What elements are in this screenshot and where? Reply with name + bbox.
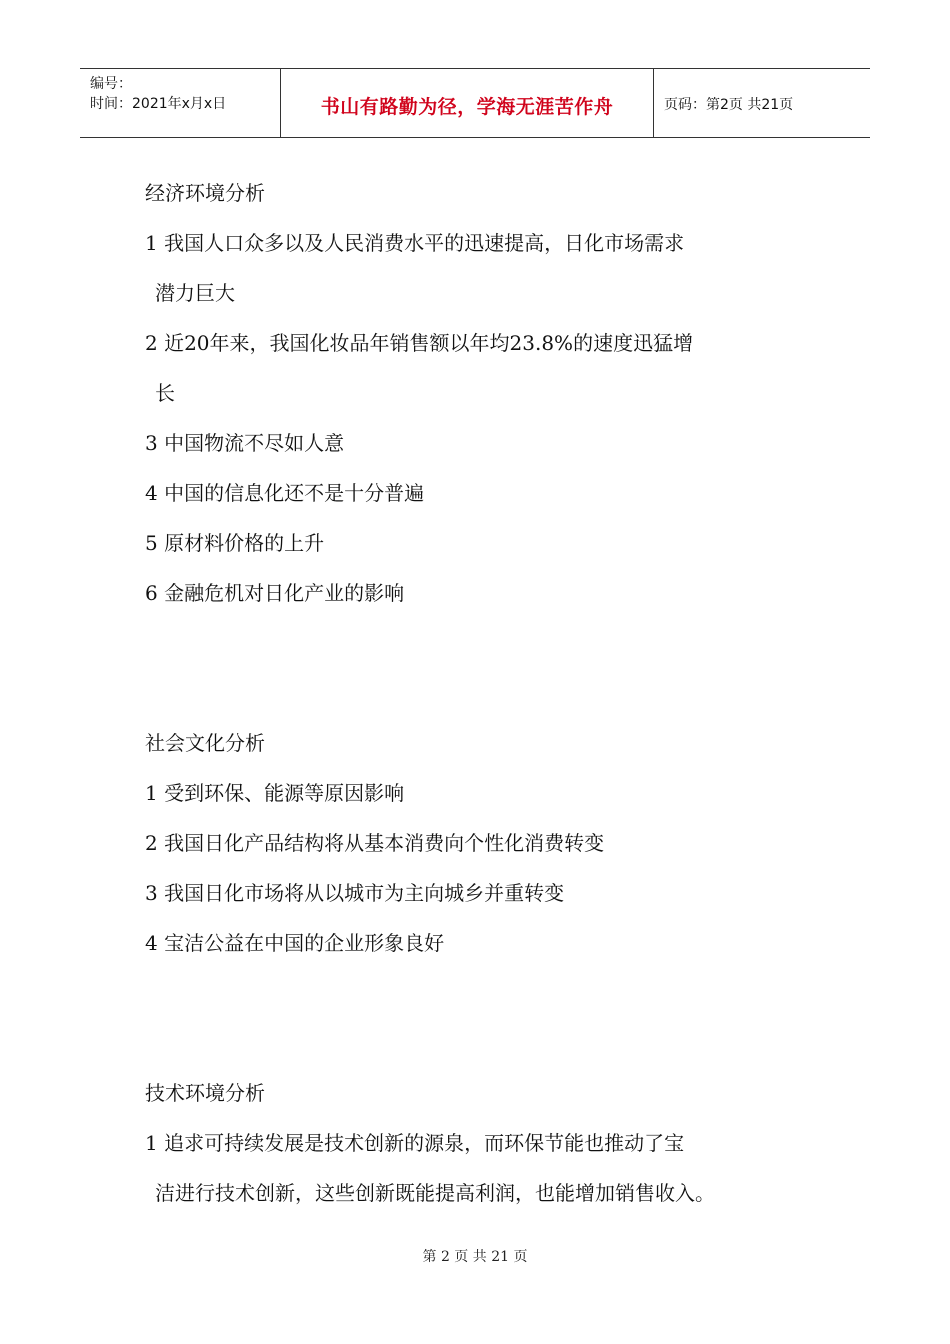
list-item-continuation: 潜力巨大 <box>155 281 235 305</box>
list-item-continuation: 洁进行技术创新，这些创新既能提高利润，也能增加销售收入。 <box>155 1181 715 1205</box>
list-item: 1 受到环保、能源等原因影响 <box>145 781 405 805</box>
header-motto-cell <box>281 69 654 137</box>
section-title-economic: 经济环境分析 <box>145 181 265 205</box>
list-item: 6 金融危机对日化产业的影响 <box>145 581 405 605</box>
section-title-social: 社会文化分析 <box>145 731 265 755</box>
list-item: 4 宝洁公益在中国的企业形象良好 <box>145 931 445 955</box>
section-gap <box>145 618 785 718</box>
list-item: 5 原材料价格的上升 <box>145 531 325 555</box>
list-item: 1 我国人口众多以及人民消费水平的迅速提高，日化市场需求 <box>145 231 685 255</box>
list-item: 2 近20年来，我国化妆品年销售额以年均23.8%的速度迅猛增 <box>145 331 694 355</box>
motto-text: 书山有路勤为径，学海无涯苦作舟 <box>320 96 614 118</box>
number-label: 编号： <box>90 76 132 92</box>
section-title-technology: 技术环境分析 <box>145 1081 265 1105</box>
page-footer: 第 2 页 共 21 页 <box>422 1249 528 1265</box>
time-label: 时间：2021年x月x日 <box>90 96 227 112</box>
list-item-continuation: 长 <box>155 381 175 405</box>
list-item: 1 追求可持续发展是技术创新的源泉，而环保节能也推动了宝 <box>145 1131 685 1155</box>
header-meta-cell <box>80 69 281 137</box>
header-page-cell <box>654 69 870 137</box>
list-item: 4 中国的信息化还不是十分普遍 <box>145 481 425 505</box>
document-body <box>145 168 785 1218</box>
list-item: 3 我国日化市场将从以城市为主向城乡并重转变 <box>145 881 565 905</box>
list-item: 3 中国物流不尽如人意 <box>145 431 345 455</box>
section-gap <box>145 968 785 1068</box>
document-header <box>80 68 870 138</box>
page-info: 页码：第2页 共21页 <box>664 97 794 113</box>
list-item: 2 我国日化产品结构将从基本消费向个性化消费转变 <box>145 831 605 855</box>
